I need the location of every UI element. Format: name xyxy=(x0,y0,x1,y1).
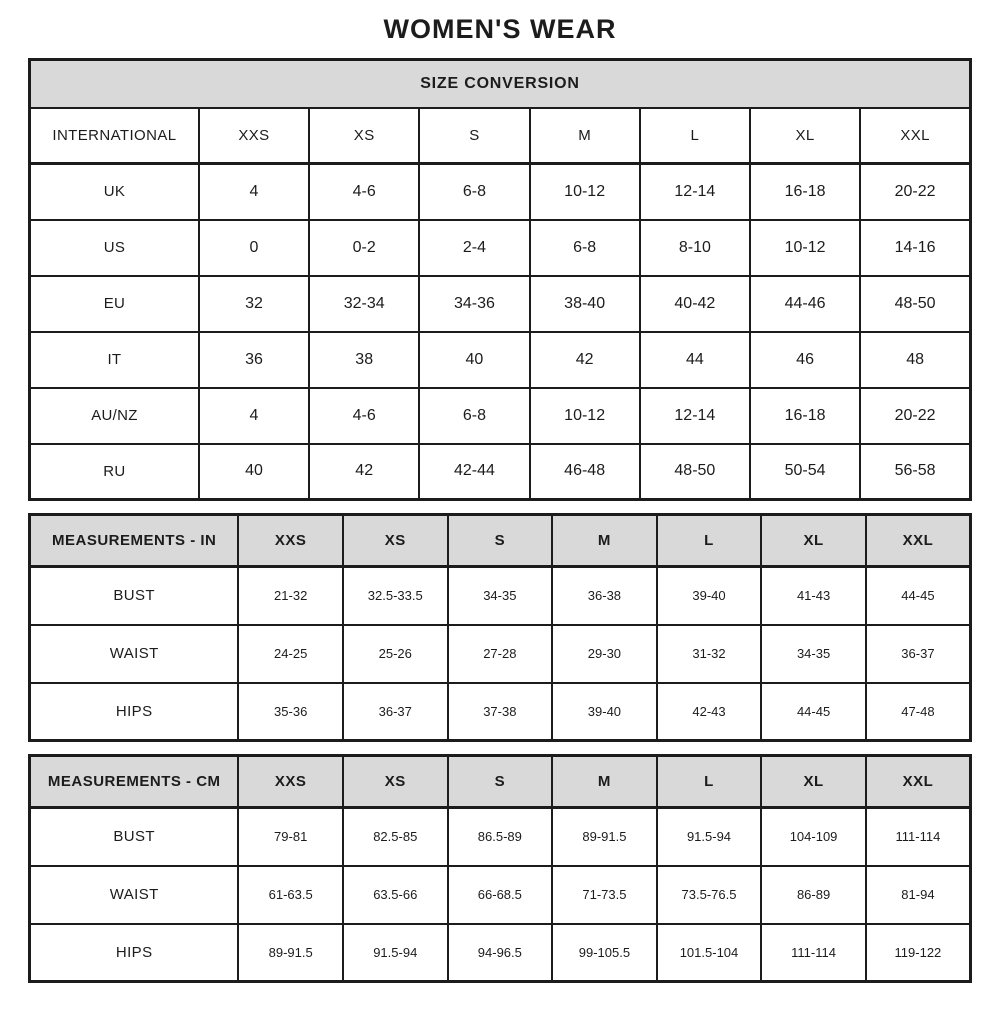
cell-us-xxl: 14-16 xyxy=(860,220,970,276)
cell-uk-xxs: 4 xyxy=(199,164,309,220)
cell-hips-xxl: 47-48 xyxy=(866,683,971,741)
table-row-waist xyxy=(30,625,971,683)
column-header-xl: XL xyxy=(761,515,866,567)
cell-ru-l: 48-50 xyxy=(640,444,750,500)
column-header-xxs: XXS xyxy=(238,515,343,567)
column-header-l: L xyxy=(657,515,762,567)
cell-bust-l: 91.5-94 xyxy=(657,808,762,866)
cell-au-nz-xs: 4-6 xyxy=(309,388,419,444)
cell-hips-l: 101.5-104 xyxy=(657,924,762,982)
cell-uk-m: 10-12 xyxy=(530,164,640,220)
cell-ru-xxl: 56-58 xyxy=(860,444,970,500)
cell-eu-xl: 44-46 xyxy=(750,276,860,332)
column-header-row xyxy=(30,515,971,567)
cell-waist-xxs: 61-63.5 xyxy=(238,866,343,924)
column-header-xxs: XXS xyxy=(199,108,309,164)
column-header-xxl: XXL xyxy=(860,108,970,164)
table-row-uk xyxy=(30,164,971,220)
cell-bust-s: 34-35 xyxy=(448,567,553,625)
cell-hips-s: 37-38 xyxy=(448,683,553,741)
column-header-xxl: XXL xyxy=(866,515,971,567)
cell-it-m: 42 xyxy=(530,332,640,388)
column-header-xl: XL xyxy=(750,108,860,164)
cell-eu-xs: 32-34 xyxy=(309,276,419,332)
cell-ru-xxs: 40 xyxy=(199,444,309,500)
cell-uk-xl: 16-18 xyxy=(750,164,860,220)
cell-waist-xs: 25-26 xyxy=(343,625,448,683)
cell-hips-s: 94-96.5 xyxy=(448,924,553,982)
column-header-xl: XL xyxy=(761,756,866,808)
cell-bust-xxs: 21-32 xyxy=(238,567,343,625)
cell-ru-xl: 50-54 xyxy=(750,444,860,500)
cell-bust-l: 39-40 xyxy=(657,567,762,625)
cell-bust-xxs: 79-81 xyxy=(238,808,343,866)
column-header-l: L xyxy=(657,756,762,808)
row-label-waist: WAIST xyxy=(30,625,239,683)
cell-au-nz-xxl: 20-22 xyxy=(860,388,970,444)
table-row-waist xyxy=(30,866,971,924)
column-header-row xyxy=(30,756,971,808)
row-label-bust: BUST xyxy=(30,567,239,625)
row-label-eu: EU xyxy=(30,276,199,332)
row-label-waist: WAIST xyxy=(30,866,239,924)
cell-eu-xxs: 32 xyxy=(199,276,309,332)
column-header-s: S xyxy=(448,756,553,808)
cell-waist-m: 71-73.5 xyxy=(552,866,657,924)
cell-it-xxs: 36 xyxy=(199,332,309,388)
cell-uk-l: 12-14 xyxy=(640,164,750,220)
cell-it-xl: 46 xyxy=(750,332,860,388)
cell-au-nz-xl: 16-18 xyxy=(750,388,860,444)
row-label-au-nz: AU/NZ xyxy=(30,388,199,444)
row-label-us: US xyxy=(30,220,199,276)
measurements-cm-body xyxy=(30,756,971,982)
banner-row xyxy=(30,60,971,108)
table-row-bust xyxy=(30,808,971,866)
cell-uk-xs: 4-6 xyxy=(309,164,419,220)
measurements-in-table xyxy=(28,513,972,742)
column-header-m: M xyxy=(530,108,640,164)
column-header-xs: XS xyxy=(343,756,448,808)
cell-bust-xxl: 111-114 xyxy=(866,808,971,866)
cell-waist-xxl: 36-37 xyxy=(866,625,971,683)
cell-us-xs: 0-2 xyxy=(309,220,419,276)
cell-bust-xs: 32.5-33.5 xyxy=(343,567,448,625)
measurements-cm-table xyxy=(28,754,972,983)
cell-ru-m: 46-48 xyxy=(530,444,640,500)
table-row-bust xyxy=(30,567,971,625)
cell-waist-l: 73.5-76.5 xyxy=(657,866,762,924)
cell-bust-xs: 82.5-85 xyxy=(343,808,448,866)
cell-ru-s: 42-44 xyxy=(419,444,529,500)
cell-waist-xl: 86-89 xyxy=(761,866,866,924)
column-header-l: L xyxy=(640,108,750,164)
cell-bust-xxl: 44-45 xyxy=(866,567,971,625)
cell-bust-xl: 104-109 xyxy=(761,808,866,866)
cell-us-l: 8-10 xyxy=(640,220,750,276)
column-header-international: INTERNATIONAL xyxy=(30,108,199,164)
table-row-ru xyxy=(30,444,971,500)
column-header-xs: XS xyxy=(309,108,419,164)
cell-eu-m: 38-40 xyxy=(530,276,640,332)
cell-bust-s: 86.5-89 xyxy=(448,808,553,866)
cell-eu-xxl: 48-50 xyxy=(860,276,970,332)
cell-au-nz-l: 12-14 xyxy=(640,388,750,444)
cell-waist-xxs: 24-25 xyxy=(238,625,343,683)
cell-waist-xl: 34-35 xyxy=(761,625,866,683)
table-row-eu xyxy=(30,276,971,332)
cell-hips-l: 42-43 xyxy=(657,683,762,741)
page-title: WOMEN'S WEAR xyxy=(383,14,617,44)
cell-it-s: 40 xyxy=(419,332,529,388)
row-label-hips: HIPS xyxy=(30,683,239,741)
size-conversion-body xyxy=(30,60,971,500)
cell-bust-m: 89-91.5 xyxy=(552,808,657,866)
cell-ru-xs: 42 xyxy=(309,444,419,500)
cell-us-s: 2-4 xyxy=(419,220,529,276)
cell-it-xs: 38 xyxy=(309,332,419,388)
cell-hips-xs: 36-37 xyxy=(343,683,448,741)
row-label-bust: BUST xyxy=(30,808,239,866)
cell-it-l: 44 xyxy=(640,332,750,388)
cell-eu-s: 34-36 xyxy=(419,276,529,332)
table-banner: SIZE CONVERSION xyxy=(30,60,971,108)
cell-hips-xxl: 119-122 xyxy=(866,924,971,982)
table-row-hips xyxy=(30,683,971,741)
column-header-xxs: XXS xyxy=(238,756,343,808)
cell-hips-xl: 44-45 xyxy=(761,683,866,741)
column-header-measurements-cm: MEASUREMENTS - CM xyxy=(30,756,239,808)
cell-hips-xs: 91.5-94 xyxy=(343,924,448,982)
size-conversion-table xyxy=(28,58,972,501)
cell-hips-xl: 111-114 xyxy=(761,924,866,982)
column-header-row xyxy=(30,108,971,164)
column-header-m: M xyxy=(552,756,657,808)
cell-waist-xs: 63.5-66 xyxy=(343,866,448,924)
row-label-ru: RU xyxy=(30,444,199,500)
column-header-m: M xyxy=(552,515,657,567)
cell-hips-m: 99-105.5 xyxy=(552,924,657,982)
cell-us-m: 6-8 xyxy=(530,220,640,276)
table-row-hips xyxy=(30,924,971,982)
cell-au-nz-xxs: 4 xyxy=(199,388,309,444)
measurements-in-body xyxy=(30,515,971,741)
cell-hips-m: 39-40 xyxy=(552,683,657,741)
table-row-it xyxy=(30,332,971,388)
column-header-s: S xyxy=(419,108,529,164)
cell-au-nz-m: 10-12 xyxy=(530,388,640,444)
column-header-xs: XS xyxy=(343,515,448,567)
cell-it-xxl: 48 xyxy=(860,332,970,388)
cell-uk-xxl: 20-22 xyxy=(860,164,970,220)
table-row-us xyxy=(30,220,971,276)
cell-bust-xl: 41-43 xyxy=(761,567,866,625)
column-header-xxl: XXL xyxy=(866,756,971,808)
cell-eu-l: 40-42 xyxy=(640,276,750,332)
cell-bust-m: 36-38 xyxy=(552,567,657,625)
row-label-hips: HIPS xyxy=(30,924,239,982)
cell-waist-l: 31-32 xyxy=(657,625,762,683)
size-chart-page xyxy=(0,14,1000,983)
row-label-uk: UK xyxy=(30,164,199,220)
cell-waist-xxl: 81-94 xyxy=(866,866,971,924)
cell-us-xxs: 0 xyxy=(199,220,309,276)
column-header-measurements-in: MEASUREMENTS - IN xyxy=(30,515,239,567)
column-header-s: S xyxy=(448,515,553,567)
row-label-it: IT xyxy=(30,332,199,388)
cell-waist-s: 66-68.5 xyxy=(448,866,553,924)
cell-waist-s: 27-28 xyxy=(448,625,553,683)
cell-uk-s: 6-8 xyxy=(419,164,529,220)
cell-hips-xxs: 35-36 xyxy=(238,683,343,741)
cell-hips-xxs: 89-91.5 xyxy=(238,924,343,982)
cell-waist-m: 29-30 xyxy=(552,625,657,683)
cell-au-nz-s: 6-8 xyxy=(419,388,529,444)
table-row-au-nz xyxy=(30,388,971,444)
cell-us-xl: 10-12 xyxy=(750,220,860,276)
